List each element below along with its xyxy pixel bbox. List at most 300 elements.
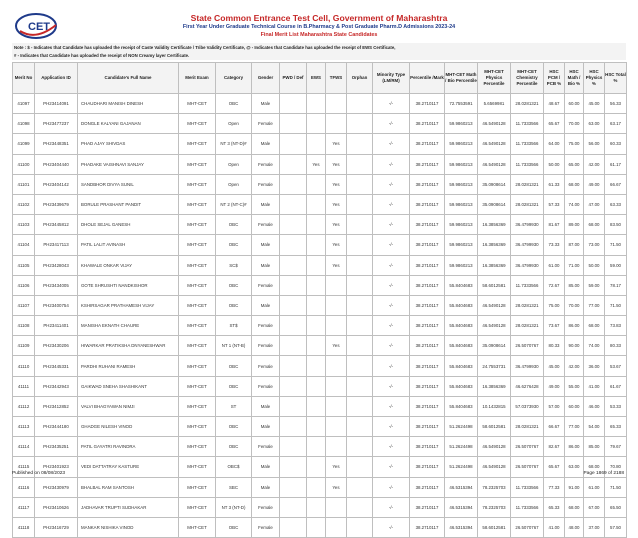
table-cell-app: PH23477237 [35, 114, 78, 134]
table-cell-orphan [347, 295, 373, 315]
table-cell-pct: 38.2710117 [410, 497, 445, 517]
table-cell-pwd [280, 457, 307, 477]
table-cell-minority: -/- [373, 275, 410, 295]
table-cell-hp: 82.67 [544, 437, 565, 457]
table-cell-name: MANISHA EKNATH CHAURE [78, 316, 179, 336]
table-row [13, 255, 627, 275]
table-cell-hp: 66.67 [544, 417, 565, 437]
table-cell-pct: 38.2710117 [410, 295, 445, 315]
table-cell-ews [307, 275, 326, 295]
table-body [13, 94, 627, 538]
table-cell-m2: 35.0908614 [478, 194, 511, 214]
table-cell-m1: 51.2624498 [445, 437, 478, 457]
table-cell-m2: 5.6569981 [478, 94, 511, 114]
table-cell-pct: 38.2710117 [410, 437, 445, 457]
table-cell-tfws: Yes [326, 174, 347, 194]
table-cell-name: KSHIRSAGAR PRATHAMESH VIJAY [78, 295, 179, 315]
table-cell-hp: 57.33 [544, 194, 565, 214]
table-cell-name: GHADGE NILESH VINOD [78, 417, 179, 437]
table-cell-app: PH23448351 [35, 134, 78, 154]
table-cell-gender: Male [252, 94, 280, 114]
table-cell-orphan [347, 336, 373, 356]
table-row [13, 497, 627, 517]
table-cell-hm: 70.00 [565, 114, 584, 134]
table-cell-name: BHALBAL RAM SANTOSH [78, 477, 179, 497]
table-cell-app: PH23414091 [35, 94, 78, 114]
table-cell-merit: 41115 [13, 457, 35, 477]
merit-table [12, 62, 627, 538]
table-cell-exam: MHT-CET [179, 376, 216, 396]
table-cell-exam: MHT-CET [179, 174, 216, 194]
table-row [13, 275, 627, 295]
table-cell-m2: 10.1432815 [478, 396, 511, 416]
column-header: Category [216, 63, 252, 94]
table-cell-hm: 42.00 [565, 356, 584, 376]
table-cell-name: PARDHI RUHANI RAMESH [78, 356, 179, 376]
table-cell-cat: OBC [216, 235, 252, 255]
table-cell-ht: 73.83 [605, 316, 627, 336]
table-cell-gender: Male [252, 235, 280, 255]
table-cell-app: PH23445812 [35, 215, 78, 235]
table-cell-minority: -/- [373, 497, 410, 517]
table-cell-exam: MHT-CET [179, 114, 216, 134]
published-date: Published on 08/08/2023 [12, 471, 66, 476]
table-cell-merit: 41117 [13, 497, 35, 517]
table-cell-minority: -/- [373, 94, 410, 114]
table-cell-hph: 36.00 [584, 356, 605, 376]
table-row [13, 517, 627, 537]
table-cell-minority: -/- [373, 477, 410, 497]
table-cell-cat: OBC [216, 376, 252, 396]
table-cell-tfws: Yes [326, 336, 347, 356]
table-cell-pwd [280, 437, 307, 457]
table-cell-ht: 66.67 [605, 174, 627, 194]
table-cell-app: PH23410626 [35, 497, 78, 517]
table-cell-hph: 41.00 [584, 376, 605, 396]
table-cell-gender: Male [252, 194, 280, 214]
table-cell-m2: 46.5490128 [478, 154, 511, 174]
table-cell-orphan [347, 114, 373, 134]
table-cell-exam: MHT-CET [179, 437, 216, 457]
table-cell-m2: 35.0908614 [478, 336, 511, 356]
table-cell-pwd [280, 316, 307, 336]
table-cell-name: JADHAVAR TRUPTI SUDHAKAR [78, 497, 179, 517]
table-cell-cat: OBC [216, 437, 252, 457]
table-cell-hph: 77.00 [584, 295, 605, 315]
table-cell-merit: 41107 [13, 295, 35, 315]
table-cell-m2: 58.6012581 [478, 417, 511, 437]
table-cell-app: PH23400754 [35, 295, 78, 315]
table-cell-hp: 65.67 [544, 457, 565, 477]
table-cell-m3: 11.7333566 [511, 154, 544, 174]
column-header: Gender [252, 63, 280, 94]
table-cell-m2: 46.5490128 [478, 437, 511, 457]
table-cell-exam: MHT-CET [179, 497, 216, 517]
table-cell-cat: Open [216, 174, 252, 194]
notes-panel [12, 43, 626, 60]
table-cell-cat: OBC [216, 417, 252, 437]
table-cell-m1: 55.8404683 [445, 316, 478, 336]
table-cell-app: PH23434005 [35, 275, 78, 295]
table-cell-m1: 55.8404683 [445, 396, 478, 416]
table-cell-ews [307, 356, 326, 376]
table-cell-pwd [280, 517, 307, 537]
table-cell-m3: 11.7333566 [511, 134, 544, 154]
table-cell-m1: 55.8404683 [445, 356, 478, 376]
table-cell-hp: 57.00 [544, 396, 565, 416]
table-cell-app: PH23417113 [35, 235, 78, 255]
table-cell-ht: 53.33 [605, 396, 627, 416]
page-subtitle: First Year Under Graduate Technical Course in B.Pharmacy & Post Graduate Pharm.D Admissions 2023-24 [182, 24, 456, 30]
table-cell-tfws [326, 356, 347, 376]
table-cell-minority: -/- [373, 517, 410, 537]
table-cell-gender: Male [252, 255, 280, 275]
table-cell-m2: 58.6012581 [478, 275, 511, 295]
table-row [13, 134, 627, 154]
table-cell-pwd [280, 114, 307, 134]
table-cell-gender: Female [252, 316, 280, 336]
table-row [13, 376, 627, 396]
table-cell-hm: 89.00 [565, 215, 584, 235]
table-cell-gender: Female [252, 275, 280, 295]
table-cell-cat: SBC [216, 477, 252, 497]
table-cell-hp: 48.67 [544, 94, 565, 114]
table-cell-m3: 28.0281321 [511, 194, 544, 214]
table-cell-app: PH23428043 [35, 255, 78, 275]
column-header: TFWS [326, 63, 347, 94]
list-name: Final Merit List Maharashtra State Candidates [260, 32, 378, 38]
table-cell-pct: 38.2710117 [410, 457, 445, 477]
table-cell-ews [307, 497, 326, 517]
table-cell-ht: 78.17 [605, 275, 627, 295]
table-cell-ht: 83.50 [605, 215, 627, 235]
table-cell-m1: 55.8404683 [445, 336, 478, 356]
table-cell-ht: 63.33 [605, 194, 627, 214]
table-cell-m1: 46.5315394 [445, 497, 478, 517]
table-cell-m1: 51.2624498 [445, 457, 478, 477]
table-cell-pct: 38.2710117 [410, 114, 445, 134]
table-cell-m3: 46.6276428 [511, 376, 544, 396]
table-cell-hm: 70.00 [565, 295, 584, 315]
table-cell-gender: Male [252, 295, 280, 315]
table-cell-m2: 46.5490128 [478, 316, 511, 336]
table-cell-ht: 56.33 [605, 94, 627, 114]
table-cell-app: PH23411401 [35, 316, 78, 336]
table-cell-merit: 41116 [13, 477, 35, 497]
table-cell-minority: -/- [373, 255, 410, 275]
table-cell-hph: 50.00 [584, 255, 605, 275]
table-cell-ews [307, 174, 326, 194]
table-cell-orphan [347, 94, 373, 114]
table-cell-m1: 59.9860213 [445, 235, 478, 255]
table-cell-tfws [326, 316, 347, 336]
table-cell-m1: 55.8404683 [445, 275, 478, 295]
table-cell-ews [307, 517, 326, 537]
table-cell-hph: 68.00 [584, 215, 605, 235]
column-header: MHT-CET Math / Bio Percentile [445, 63, 478, 94]
logo-text: CET [28, 21, 50, 33]
table-cell-m1: 46.5315394 [445, 517, 478, 537]
table-cell-ews [307, 376, 326, 396]
table-cell-ht: 53.67 [605, 356, 627, 376]
table-cell-tfws: Yes [326, 194, 347, 214]
table-cell-pwd [280, 154, 307, 174]
table-cell-merit: 41118 [13, 517, 35, 537]
table-cell-m2: 46.5490128 [478, 295, 511, 315]
table-cell-tfws [326, 417, 347, 437]
table-cell-pwd [280, 477, 307, 497]
column-header: Minority Type (LM/RM) [373, 63, 410, 94]
table-cell-orphan [347, 396, 373, 416]
table-cell-merit: 41109 [13, 336, 35, 356]
table-cell-pct: 38.2710117 [410, 275, 445, 295]
table-cell-name: PHAD AJAY SHIVDAS [78, 134, 179, 154]
table-cell-hm: 86.00 [565, 316, 584, 336]
table-cell-name: KHAWALE ONKAR VIJAY [78, 255, 179, 275]
table-cell-cat: OBC$ [216, 457, 252, 477]
table-cell-hph: 61.00 [584, 477, 605, 497]
table-cell-tfws [326, 376, 347, 396]
table-cell-hph: 73.00 [584, 235, 605, 255]
table-cell-hp: 65.33 [544, 497, 565, 517]
table-cell-m2: 16.3856369 [478, 376, 511, 396]
table-cell-orphan [347, 497, 373, 517]
table-cell-exam: MHT-CET [179, 356, 216, 376]
table-cell-name: GOTE SHRUSHTI NANDKISHOR [78, 275, 179, 295]
table-row [13, 174, 627, 194]
table-cell-hp: 61.00 [544, 255, 565, 275]
table-cell-m2: 16.3856369 [478, 215, 511, 235]
table-cell-pct: 38.2710117 [410, 134, 445, 154]
table-cell-merit: 41113 [13, 417, 35, 437]
table-cell-m2: 46.5490128 [478, 134, 511, 154]
table-cell-m1: 59.9860213 [445, 114, 478, 134]
table-cell-name: SANDBHOR DIVYA SUNIL [78, 174, 179, 194]
table-row [13, 356, 627, 376]
table-row [13, 336, 627, 356]
table-cell-merit: 41108 [13, 316, 35, 336]
table-cell-pct: 38.2710117 [410, 194, 445, 214]
table-cell-orphan [347, 417, 373, 437]
table-row [13, 417, 627, 437]
table-cell-tfws: Yes [326, 134, 347, 154]
table-cell-gender: Male [252, 134, 280, 154]
table-cell-name: DHOLE SEJAL GANESH [78, 215, 179, 235]
table-cell-m2: 46.5490128 [478, 457, 511, 477]
table-cell-hm: 91.00 [565, 477, 584, 497]
table-cell-name: MANKAR NISHIKA VINOD [78, 517, 179, 537]
table-cell-name: DONGLE KALYANI GAJANAN [78, 114, 179, 134]
table-row [13, 94, 627, 114]
table-cell-tfws [326, 517, 347, 537]
table-cell-pct: 38.2710117 [410, 376, 445, 396]
column-header: MHT-CET Physics Percentile [478, 63, 511, 94]
table-cell-ews [307, 134, 326, 154]
table-cell-tfws [326, 497, 347, 517]
table-cell-merit: 41104 [13, 235, 35, 255]
table-cell-app: PH23445331 [35, 356, 78, 376]
table-cell-pwd [280, 376, 307, 396]
table-cell-orphan [347, 316, 373, 336]
table-cell-hph: 68.00 [584, 316, 605, 336]
table-cell-hm: 74.00 [565, 194, 584, 214]
table-cell-hph: 68.00 [584, 457, 605, 477]
table-cell-app: PH23404142 [35, 174, 78, 194]
table-cell-name: PATIL LALIT AVINASH [78, 235, 179, 255]
table-cell-app: PH23439679 [35, 194, 78, 214]
table-cell-m3: 11.7333566 [511, 275, 544, 295]
table-cell-gender: Female [252, 517, 280, 537]
table-cell-pct: 38.2710117 [410, 154, 445, 174]
table-row [13, 437, 627, 457]
table-cell-hph: 47.00 [584, 194, 605, 214]
table-cell-tfws [326, 437, 347, 457]
table-cell-exam: MHT-CET [179, 316, 216, 336]
table-cell-hm: 77.00 [565, 417, 584, 437]
table-cell-merit: 41099 [13, 134, 35, 154]
table-cell-exam: MHT-CET [179, 235, 216, 255]
table-cell-name: BORULE PRASHANT PANDIT [78, 194, 179, 214]
table-cell-m3: 36.4799930 [511, 356, 544, 376]
table-cell-orphan [347, 477, 373, 497]
table-cell-m2: 46.5490128 [478, 114, 511, 134]
table-cell-ht: 80.33 [605, 336, 627, 356]
table-cell-ht: 65.50 [605, 497, 627, 517]
table-cell-m2: 16.3856369 [478, 235, 511, 255]
table-cell-orphan [347, 275, 373, 295]
table-cell-ht: 71.50 [605, 235, 627, 255]
table-cell-hp: 73.33 [544, 235, 565, 255]
table-cell-ht: 63.17 [605, 114, 627, 134]
table-cell-hm: 65.00 [565, 154, 584, 174]
table-row [13, 235, 627, 255]
table-cell-cat: ST [216, 396, 252, 416]
column-header: HSC Total % [605, 63, 627, 94]
merit-table-wrapper [12, 62, 626, 538]
table-cell-hph: 45.00 [584, 94, 605, 114]
table-cell-ews [307, 235, 326, 255]
table-cell-gender: Male [252, 417, 280, 437]
table-cell-pct: 38.2710117 [410, 316, 445, 336]
table-cell-m1: 59.9860213 [445, 174, 478, 194]
table-cell-m2: 35.0908614 [478, 174, 511, 194]
table-cell-orphan [347, 457, 373, 477]
table-cell-orphan [347, 174, 373, 194]
table-cell-m1: 59.9860213 [445, 255, 478, 275]
table-cell-minority: -/- [373, 417, 410, 437]
table-cell-pwd [280, 336, 307, 356]
table-cell-hp: 81.67 [544, 215, 565, 235]
table-cell-gender: Female [252, 215, 280, 235]
table-cell-ews [307, 417, 326, 437]
table-row [13, 457, 627, 477]
table-cell-pwd [280, 356, 307, 376]
table-cell-ht: 59.00 [605, 255, 627, 275]
table-cell-m3: 11.7333566 [511, 497, 544, 517]
note-line-2: # - Indicates that Candidate has uploaded the receipt of NON Creamy layer Certificate. [14, 52, 190, 58]
table-cell-merit: 41098 [13, 114, 35, 134]
table-cell-ews [307, 316, 326, 336]
table-cell-pct: 38.2710117 [410, 215, 445, 235]
table-cell-ht: 71.50 [605, 477, 627, 497]
table-cell-m1: 59.9860213 [445, 215, 478, 235]
table-cell-minority: -/- [373, 174, 410, 194]
table-cell-minority: -/- [373, 114, 410, 134]
table-cell-hm: 63.00 [565, 457, 584, 477]
table-cell-m3: 11.7333566 [511, 114, 544, 134]
table-cell-m3: 26.5070767 [511, 437, 544, 457]
table-cell-cat: Open [216, 114, 252, 134]
column-header: Percentile /Mark [410, 63, 445, 94]
table-row [13, 114, 627, 134]
table-cell-orphan [347, 255, 373, 275]
table-cell-ht: 65.33 [605, 417, 627, 437]
table-cell-m3: 28.0281321 [511, 295, 544, 315]
table-cell-name: VALVI BHAGYAWAN NIMJI [78, 396, 179, 416]
table-row [13, 154, 627, 174]
table-cell-pct: 38.2710117 [410, 356, 445, 376]
table-cell-pct: 38.2710117 [410, 235, 445, 255]
table-row [13, 316, 627, 336]
column-header: EWS [307, 63, 326, 94]
table-cell-hp: 77.33 [544, 477, 565, 497]
table-cell-name: PATIL GAYATRI RAVINDRA [78, 437, 179, 457]
table-row [13, 396, 627, 416]
table-cell-cat: SC$ [216, 255, 252, 275]
table-cell-exam: MHT-CET [179, 477, 216, 497]
table-cell-hp: 64.00 [544, 134, 565, 154]
table-cell-gender: Female [252, 356, 280, 376]
table-cell-exam: MHT-CET [179, 517, 216, 537]
table-cell-hm: 60.00 [565, 396, 584, 416]
table-cell-merit: 41105 [13, 255, 35, 275]
table-cell-ews [307, 437, 326, 457]
table-cell-m3: 36.4799930 [511, 215, 544, 235]
table-cell-pct: 38.2710117 [410, 336, 445, 356]
table-cell-pwd [280, 417, 307, 437]
table-cell-m1: 55.8404683 [445, 376, 478, 396]
table-cell-ht: 79.67 [605, 437, 627, 457]
table-cell-minority: -/- [373, 316, 410, 336]
table-cell-app: PH23430206 [35, 336, 78, 356]
table-cell-ews [307, 94, 326, 114]
table-cell-gender: Female [252, 154, 280, 174]
table-cell-ews [307, 255, 326, 275]
table-cell-orphan [347, 356, 373, 376]
table-cell-m1: 59.9860213 [445, 134, 478, 154]
table-cell-exam: MHT-CET [179, 94, 216, 114]
table-cell-hph: 42.00 [584, 154, 605, 174]
column-header: Merit No [13, 63, 35, 94]
table-cell-minority: -/- [373, 295, 410, 315]
column-header: MHT-CET Chemistry Percentile [511, 63, 544, 94]
table-cell-pct: 38.2710117 [410, 174, 445, 194]
table-cell-tfws [326, 295, 347, 315]
table-cell-cat: OBC [216, 215, 252, 235]
table-cell-hph: 74.00 [584, 336, 605, 356]
table-cell-name: PHADAKE VAISHNAVI SANJAY [78, 154, 179, 174]
table-cell-minority: -/- [373, 356, 410, 376]
table-cell-gender: Male [252, 396, 280, 416]
table-cell-app: PH23444180 [35, 417, 78, 437]
table-cell-m3: 36.4799930 [511, 235, 544, 255]
table-cell-hp: 45.00 [544, 356, 565, 376]
table-cell-pct: 38.2710117 [410, 417, 445, 437]
table-cell-pwd [280, 235, 307, 255]
table-cell-merit: 41114 [13, 437, 35, 457]
table-cell-ews [307, 114, 326, 134]
table-cell-hp: 50.00 [544, 154, 565, 174]
